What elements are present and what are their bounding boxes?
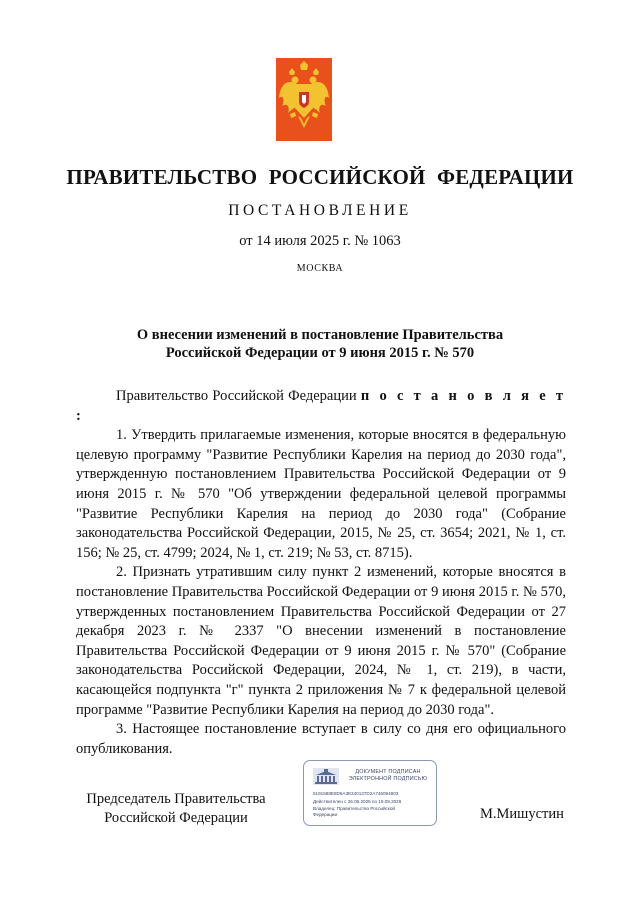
paragraph-2: 2. Признать утратившим силу пункт 2 изменений, которые вносятся в постановление Правительства Российской Федерации от 9 июня 2015 г. № 570, утвержденных постановлением Правительства Российской Федерации от 27 декабря 2023 г. № 2337 "О внесении изменений в постановление Правительства Российской Федерации от 9 июня 2015 г. № 570" (Собрание законодательства Российской Федерации, 2024, № 1, ст. 219), в части, касающейся подпункта "г" пункта 2 приложения № 7 к федеральной целевой программе "Развитие Республики Карелия на период до 2030 года". [76,564,566,718]
signatory-name: М.Мишустин [480,806,564,822]
subject-line-2: Российской Федерации от 9 июня 2015 г. № 570 [165,345,475,361]
decree-title: ПОСТАНОВЛЕНИЕ [228,202,412,219]
intro-paragraph [76,387,566,426]
paragraph-1: 1. Утвердить прилагаемые изменения, которые вносятся в федеральную целевую программу "Развитие Республики Карелия на период до 2030 года", утвержденную постановлением Правительства Российской Федерации от 9 июня 2015 г. № 570 "Об утверждении федеральной целевой программы "Развитие Республики Карелия на период до 2030 года" (Собрание законодательства Российской Федерации, 2015, № 25, ст. 3654; 2021, № 1, ст. 156; № 25, ст. 4799; 2024, № 1, ст. 219; № 53, ст. 8715). [76,427,566,561]
government-title: ПРАВИТЕЛЬСТВО РОССИЙСКОЙ ФЕДЕРАЦИИ [66,165,574,189]
stamp-title-line-1: ДОКУМЕНТ ПОДПИСАН [355,769,421,775]
stamp-certificate: 5191588E8D6A3E340137D2A746094803 [313,791,399,796]
decree-subject [0,326,640,362]
coat-of-arms-icon [276,58,332,141]
stamp-validity: Действителен с 26.06.2025 по 19.09.2026 [313,799,402,804]
government-building-icon [313,768,339,785]
stamp-title [342,769,434,783]
stamp-owner-line-2: Федерации [313,812,338,817]
intro-text: Правительство Российской Федерации [116,388,361,404]
subject-line-1: О внесении изменений в постановление Правительства [136,327,504,343]
stamp-owner-line-1: Владелец: Правительство Российской [313,806,395,811]
electronic-signature-stamp [303,760,437,826]
paragraph-3: 3. Настоящее постановление вступает в силу со дня его официального опубликования. [76,721,566,757]
decree-body [76,387,566,759]
decree-date-number: от 14 июля 2025 г. № 1063 [239,233,401,249]
intro-decrees: п о с т а н о в л я е т : [76,388,567,424]
signatory-position-line-2: Российской Федерации [104,810,248,826]
stamp-title-line-2: ЭЛЕКТРОННОЙ ПОДПИСЬЮ [348,776,428,782]
city: МОСКВА [296,263,344,274]
signatory-position-line-1: Председатель Правительства [86,791,266,807]
signatory-position [76,790,276,828]
